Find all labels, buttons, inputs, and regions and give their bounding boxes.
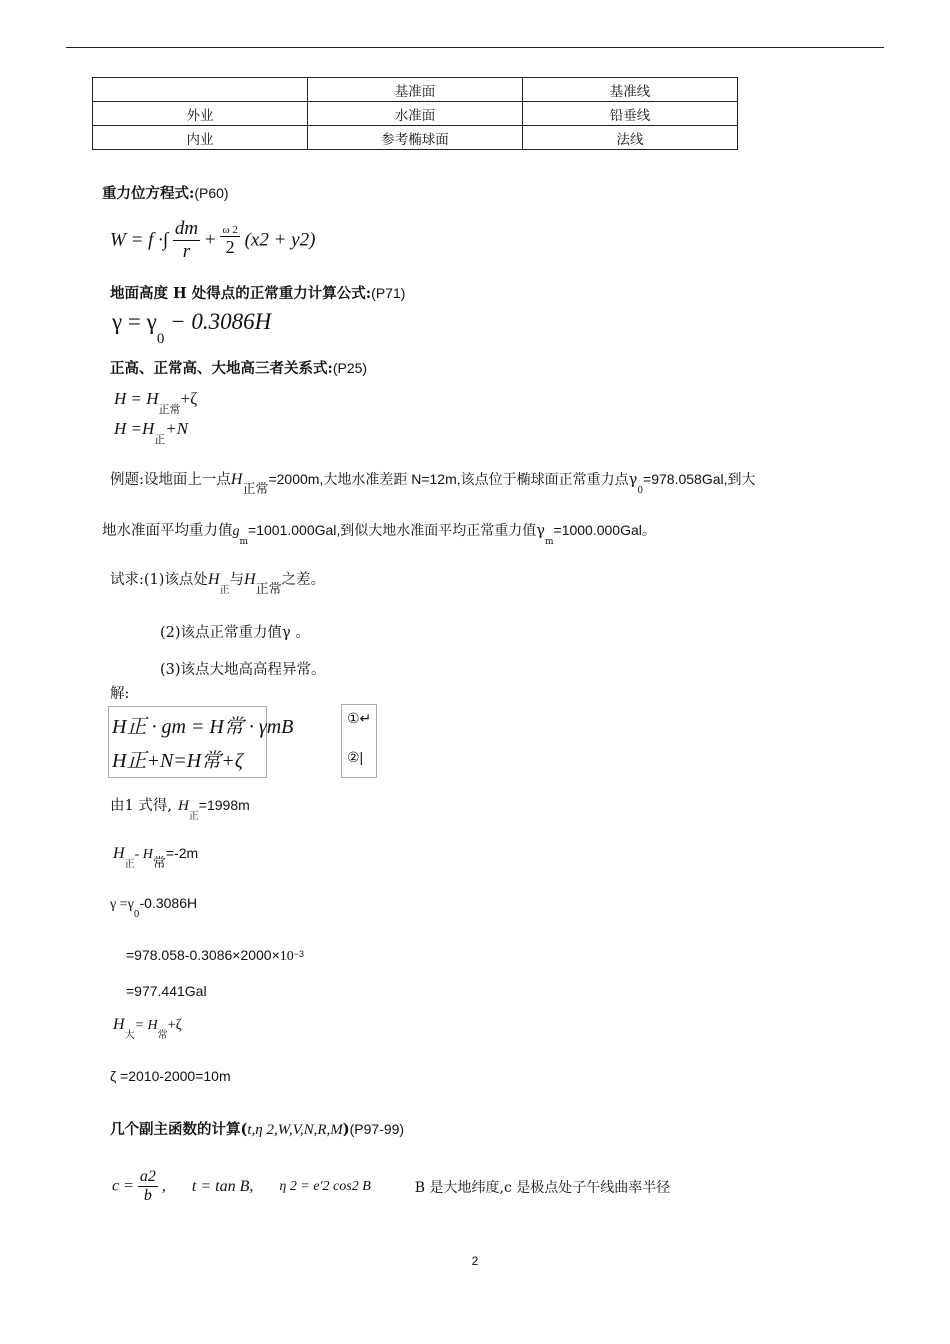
- normal-gravity-formula: $\gamma = \gamma_0 - 0.3086H$: [112, 309, 272, 347]
- example-line2: 地水准面平均重力值$g_m=1001.000Gal$,到似大地水准面平均正常重力值$\gamma_m=1000.000Gal$。: [102, 522, 656, 547]
- aux-functions-heading: 几个副主函数的计算(t,η 2,W,V,N,R,M)(P97-99): [110, 1121, 405, 1138]
- solution-step-3: $\gamma =\gamma_0-0.3086H$: [110, 895, 198, 920]
- table-cell: 参考椭球面: [308, 126, 523, 150]
- table-cell: 铅垂线: [523, 102, 738, 126]
- table-cell: 基准线: [523, 78, 738, 102]
- solution-step-4: $=978.058-0.3086\times 2000\times 10^{-3}$: [126, 947, 305, 964]
- header-rule: [66, 47, 884, 48]
- question-1: 试求:(1)该点处$H_正$与H正常之差。: [110, 571, 326, 597]
- solution-step-1: 由1 式得, $H_正=1998m$: [110, 797, 250, 822]
- page-number: 2: [471, 1254, 479, 1268]
- table-cell: 水准面: [308, 102, 523, 126]
- table-cell: [93, 78, 308, 102]
- table-cell: 内业: [93, 126, 308, 150]
- table-row: [93, 102, 738, 126]
- answer-label: 解:: [110, 686, 130, 702]
- solution-step-2: $H_正-$ H常=-2m: [113, 845, 199, 871]
- table-cell: 外业: [93, 102, 308, 126]
- solution-step-5: =977.441Gal: [126, 983, 207, 999]
- gravity-potential-heading: 重力位方程式:(P60): [102, 185, 229, 202]
- box-eq2: H正+N=H常+ζ: [112, 750, 243, 772]
- example-line1: 例题:设地面上一点H正常=2000m,大地水准差距 N=12m,该点位于椭球面正常重力点$\gamma_0=978.058Gal$,到大: [110, 471, 756, 497]
- table-cell: 法线: [523, 126, 738, 150]
- datum-table: [92, 77, 738, 150]
- marker-2: ②|: [347, 749, 364, 765]
- heights-heading: 正高、正常高、大地高三者关系式:(P25): [110, 360, 368, 377]
- normal-gravity-heading: 地面高度 H 处得点的正常重力计算公式:(P71): [110, 285, 406, 302]
- solution-step-6: $H_大= H_常+\zeta$: [113, 1016, 182, 1041]
- aux-formulas: c = $\frac{a2}{b}$ , t = tan B, η 2 = e′2 cos2 B B 是大地纬度,c 是极点处子午线曲率半径: [112, 1168, 671, 1204]
- table-header-row: [93, 78, 738, 102]
- heights-eq2: $H =H_正+N$: [114, 419, 189, 446]
- box-eq1: H正 · gm = H常 · γmB: [112, 716, 294, 738]
- table-cell: 基准面: [308, 78, 523, 102]
- solution-step-7: ζ =2010-2000=10m: [110, 1068, 231, 1084]
- table-row: [93, 126, 738, 150]
- question-2: (2)该点正常重力值γ 。: [160, 625, 310, 641]
- heights-eq1: $H = H_{正常}+\zeta$: [114, 389, 198, 416]
- gravity-potential-formula: W = f ·∫ $\frac{dm}{r}$ + $\frac{\omega 2}{2}$ (x2 + y2): [110, 218, 316, 262]
- marker-1: ①↵: [347, 710, 372, 726]
- question-3: (3)该点大地高高程异常。: [160, 662, 326, 678]
